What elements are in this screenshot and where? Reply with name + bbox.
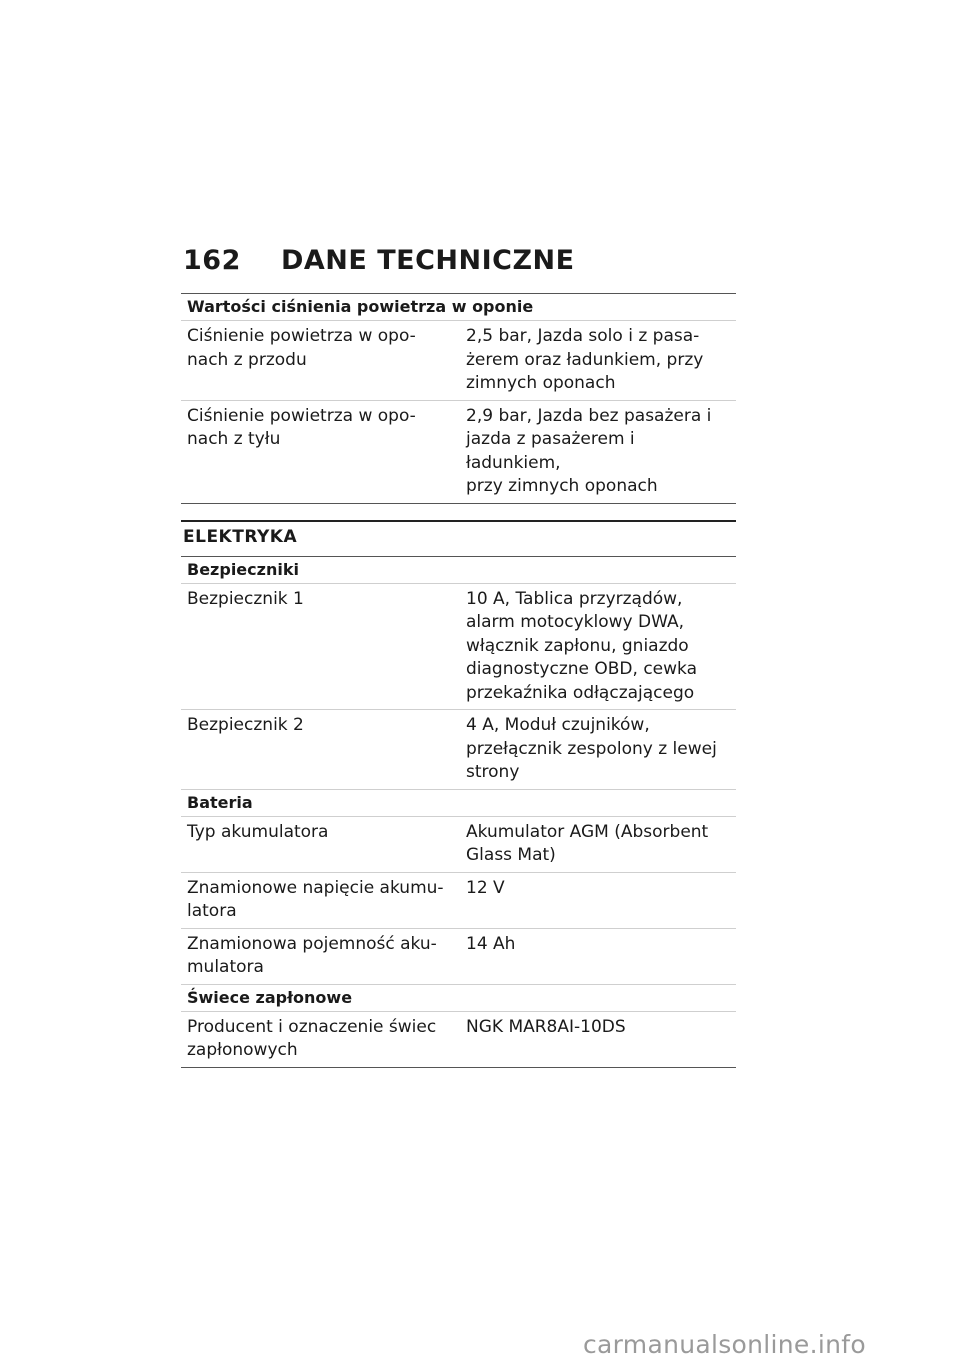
row-label: Znamionowa pojemność aku- mulatora (187, 933, 437, 977)
row-label: Ciśnienie powietrza w opo- nach z przodu (187, 326, 416, 370)
row-value: 2,5 bar, Jazda solo i z pasa- żerem oraz ładunkiem, przy zimnych oponach (466, 326, 704, 393)
table-row (181, 321, 736, 401)
row-value: 4 A, Moduł czujników, przełącznik zespolony z lewej strony (466, 715, 717, 782)
row-label: Ciśnienie powietrza w opo- nach z tyłu (187, 405, 416, 449)
spec-content (181, 293, 736, 1068)
row-value: NGK MAR8AI-10DS (466, 1016, 626, 1037)
table-row (181, 401, 736, 504)
table-row (181, 873, 736, 929)
page-header (183, 240, 575, 280)
fuses-heading: Bezpieczniki (181, 557, 736, 584)
page-title: DANE TECHNICZNE (281, 244, 575, 276)
row-label: Producent i oznaczenie świec zapłonowych (187, 1016, 437, 1060)
row-label: Typ akumulatora (187, 821, 329, 842)
battery-heading: Bateria (181, 790, 736, 817)
row-label: Bezpiecznik 1 (187, 588, 304, 609)
row-value: 14 Ah (466, 933, 516, 954)
row-value: 10 A, Tablica przyrządów, alarm motocyklowy DWA, włącznik zapłonu, gniazdo diagnostyczne OBD, cewka przekaźnika odłączającego (466, 588, 698, 703)
row-label: Bezpiecznik 2 (187, 715, 304, 735)
tire-pressure-heading: Wartości ciśnienia powietrza w oponie (181, 293, 736, 321)
watermark: carmanualsonline.info (583, 1330, 866, 1359)
row-value: Akumulator AGM (Absorbent Glass Mat) (466, 821, 709, 865)
table-row (181, 710, 736, 790)
table-row (181, 1012, 736, 1068)
section-title-electrical: ELEKTRYKA (181, 520, 736, 557)
page-number: 162 (183, 244, 241, 276)
table-row (181, 929, 736, 985)
row-value: 2,9 bar, Jazda bez pasażera i jazda z pasażerem i ładunkiem, przy zimnych oponach (466, 405, 712, 496)
table-row (181, 584, 736, 711)
row-label: Znamionowe napięcie akumu- latora (187, 877, 444, 921)
spark-plugs-heading: Świece zapłonowe (181, 985, 736, 1012)
table-row (181, 817, 736, 873)
row-value: 12 V (466, 877, 505, 898)
